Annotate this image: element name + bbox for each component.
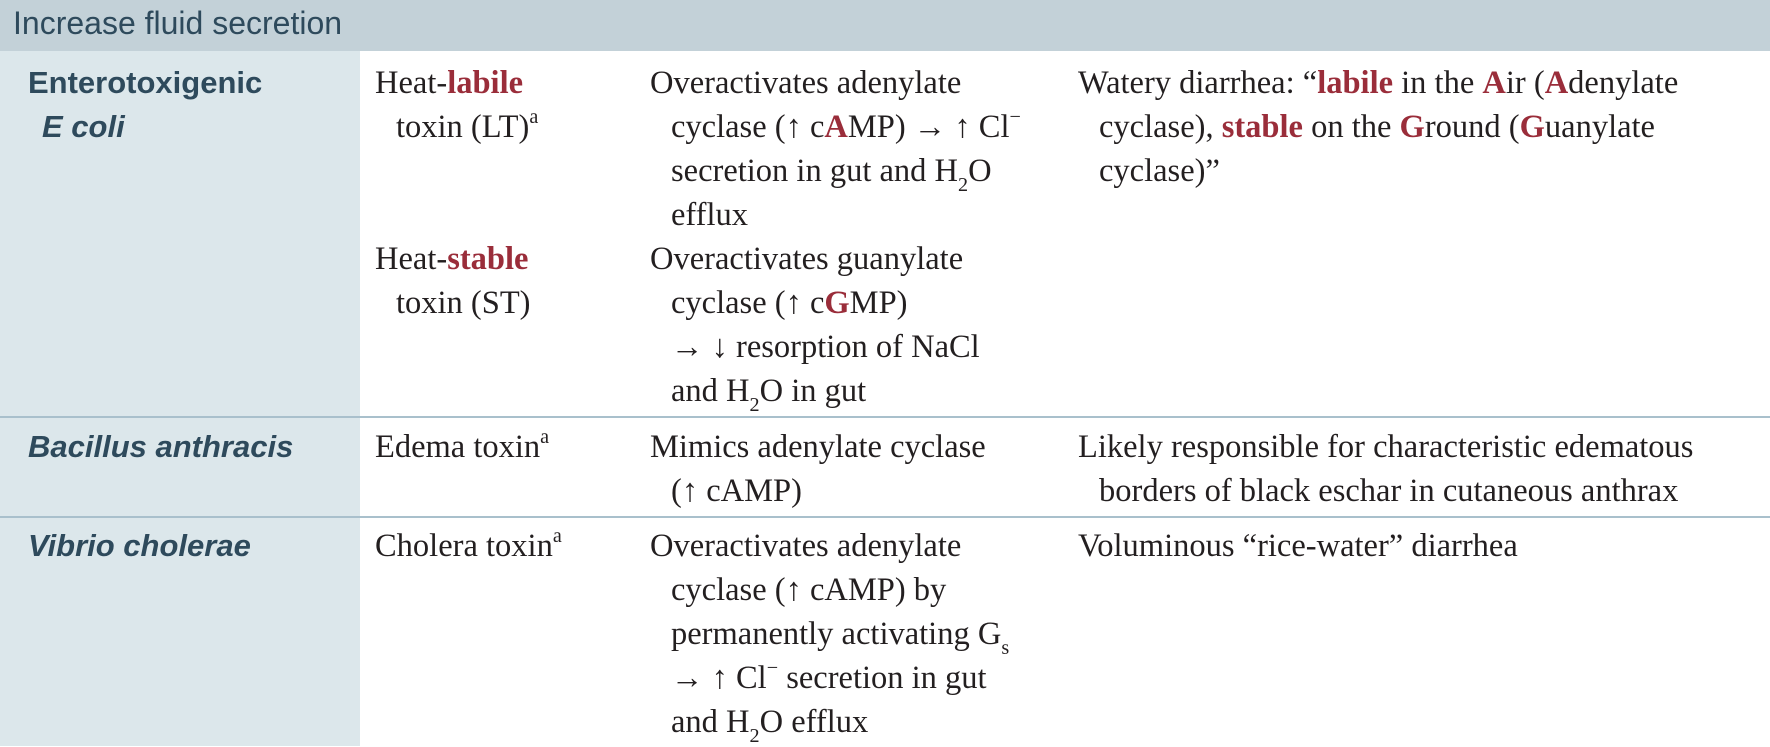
up-arrow-icon: ↑ <box>681 473 699 509</box>
up-arrow-icon: ↑ <box>954 109 971 145</box>
right-arrow-icon: → <box>671 329 704 365</box>
section-title: Increase fluid secretion <box>13 5 343 41</box>
down-arrow-icon: ↓ <box>711 329 728 365</box>
manifestation-etec: Watery diarrhea: “labile in the Air (Adenylate cyclase), stable on the Ground (Guanylate cyclase)” <box>1078 65 1679 189</box>
mechanism-edema: Mimics adenylate cyclase (↑ cAMP) <box>650 429 986 509</box>
up-arrow-icon: ↑ <box>711 660 728 696</box>
mechanism-cholera: Overactivates adenylate cyclase (↑ cAMP) by permanently activating $G_s$ → ↑ Cl− secretion in gut and $H_2O$ efflux <box>650 528 1010 747</box>
toxin-edema: Edema toxin$^a$ <box>375 425 550 465</box>
right-arrow-icon: → <box>913 109 947 145</box>
manifestation-anthrax: Likely responsible for characteristic edematous borders of black eschar in cutaneous anthrax <box>1078 429 1694 509</box>
toxin-heat-labile: Heat-labile toxin (LT)$^a$ <box>375 65 539 145</box>
toxin-heat-stable: Heat-stable toxin (ST) <box>375 241 531 321</box>
row-divider <box>0 416 1770 418</box>
section-header <box>0 0 1770 51</box>
up-arrow-icon: ↑ <box>785 109 802 145</box>
mechanism-heat-stable: Overactivates guanylate cyclase (↑ cGMP) → ↓ resorption of NaCl and $H_2O$ in gut <box>650 241 980 416</box>
up-arrow-icon: ↑ <box>785 285 802 321</box>
organism-vibrio-cholerae: Vibrio cholerae <box>28 528 251 563</box>
right-arrow-icon: → <box>671 660 704 696</box>
organism-bacillus-anthracis: Bacillus anthracis <box>28 429 294 464</box>
toxin-cholera: Cholera toxin$^a$ <box>375 524 562 564</box>
row-divider <box>0 516 1770 518</box>
organism-etec: Enterotoxigenic E coli <box>28 65 263 144</box>
organism-column <box>0 51 360 746</box>
up-arrow-icon: ↑ <box>785 572 802 608</box>
manifestation-cholera: Voluminous “rice-water” diarrhea <box>1078 528 1518 564</box>
mechanism-heat-labile: Overactivates adenylate cyclase (↑ cAMP) → ↑ Cl− secretion in gut and $H_2O$ efflux <box>650 65 1021 233</box>
